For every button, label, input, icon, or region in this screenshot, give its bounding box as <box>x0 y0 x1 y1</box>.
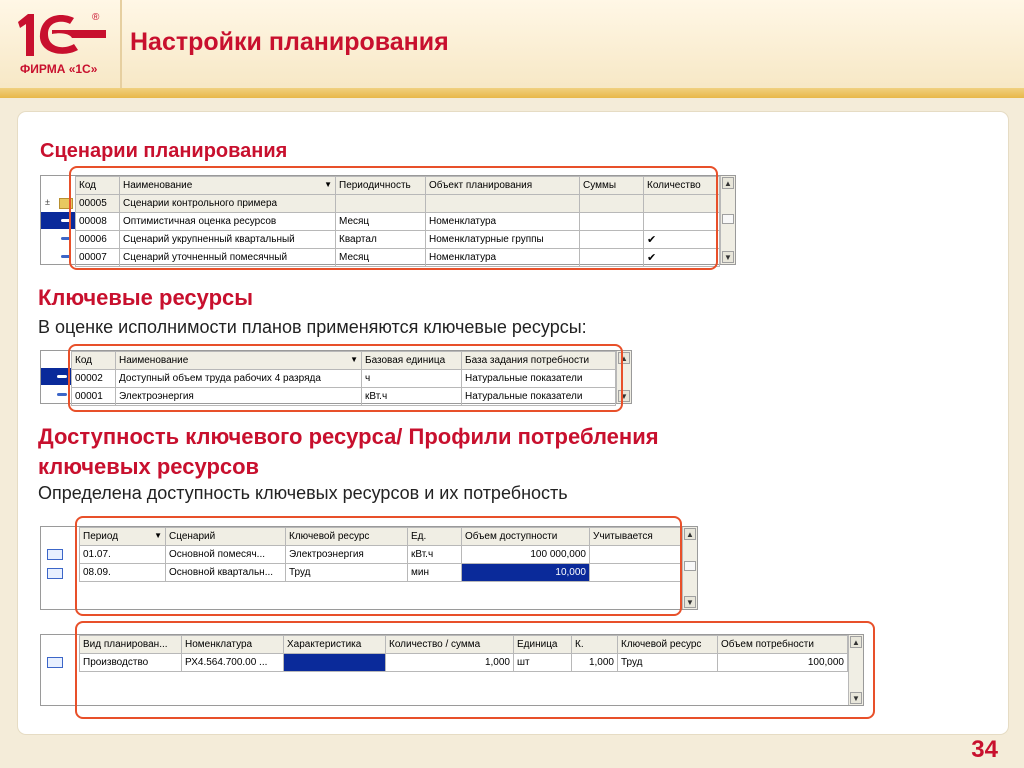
cell-volume-selected[interactable]: 10,000 <box>462 564 590 582</box>
row-marker-selected <box>41 212 75 229</box>
header-divider <box>0 88 1024 98</box>
column-header-code[interactable]: Код <box>72 352 116 370</box>
table-row[interactable] <box>76 231 720 249</box>
cell-sums[interactable] <box>580 249 644 267</box>
cell-code[interactable]: 00007 <box>76 249 120 267</box>
scroll-up-icon[interactable]: ▲ <box>722 177 734 189</box>
cell-unit[interactable]: кВт.ч <box>362 388 462 406</box>
cell-sums[interactable] <box>580 231 644 249</box>
cell-qty-checkmark[interactable]: ✔ <box>644 249 720 267</box>
item-icon <box>61 219 71 222</box>
cell-unit[interactable]: шт <box>514 654 572 672</box>
table-header-row <box>76 177 720 195</box>
cell-code[interactable]: 00005 <box>76 195 120 213</box>
scroll-thumb[interactable] <box>722 214 734 224</box>
key-resources-grid <box>40 350 632 404</box>
cell-object[interactable] <box>426 195 580 213</box>
cell-period[interactable]: Месяц <box>336 249 426 267</box>
page-title: Настройки планирования <box>130 28 449 56</box>
availability-grid <box>40 526 698 610</box>
record-icon <box>47 568 63 579</box>
record-icon <box>47 549 63 560</box>
column-header-name[interactable] <box>120 177 336 195</box>
section-heading-scenarios: Сценарии планирования <box>40 140 288 162</box>
table-row[interactable] <box>72 388 616 406</box>
cell-base[interactable]: Натуральные показатели <box>462 370 616 388</box>
table-row[interactable] <box>76 249 720 267</box>
cell-unit[interactable]: мин <box>408 564 462 582</box>
section-heading-key-resources: Ключевые ресурсы <box>38 285 254 310</box>
cell-qty-checkmark[interactable]: ✔ <box>644 231 720 249</box>
column-header-label: Наименование <box>123 180 193 191</box>
cell-code[interactable]: 00008 <box>76 213 120 231</box>
column-header-counted[interactable]: Учитывается <box>590 528 682 546</box>
column-header-need-volume[interactable]: Объем потребности <box>718 636 848 654</box>
column-header-characteristic[interactable]: Характеристика <box>284 636 386 654</box>
table-row[interactable] <box>76 195 720 213</box>
page-number: 34 <box>971 736 998 763</box>
cell-unit[interactable]: кВт.ч <box>408 546 462 564</box>
column-header-quantity-sum[interactable]: Количество / сумма <box>386 636 514 654</box>
column-header-unit[interactable]: Единица <box>514 636 572 654</box>
expand-arrow-icon[interactable]: ± <box>45 197 50 207</box>
scenarios-table <box>75 176 720 267</box>
cell-kind[interactable]: Производство <box>80 654 182 672</box>
column-header-label: Период <box>83 531 119 542</box>
vertical-scrollbar[interactable] <box>616 351 631 403</box>
cell-need[interactable]: 100,000 <box>718 654 848 672</box>
row-marker <box>41 653 75 670</box>
cell-resource[interactable]: Труд <box>618 654 718 672</box>
row-marker <box>41 386 71 403</box>
table-header-row <box>72 352 616 370</box>
row-marker-selected <box>41 368 71 385</box>
row-marker <box>41 545 75 562</box>
cell-period[interactable]: Квартал <box>336 231 426 249</box>
cell-period[interactable]: 08.09. <box>80 564 166 582</box>
table-row[interactable] <box>80 654 848 672</box>
item-icon <box>61 255 71 258</box>
vertical-scrollbar[interactable] <box>848 635 863 705</box>
vertical-scrollbar[interactable] <box>682 527 697 609</box>
scroll-down-icon[interactable]: ▼ <box>722 251 734 263</box>
table-header-row <box>80 528 682 546</box>
column-header-quantity[interactable]: Количество <box>644 177 720 195</box>
column-header-base-unit[interactable]: Базовая единица <box>362 352 462 370</box>
scroll-up-icon[interactable]: ▲ <box>850 636 862 648</box>
table-row[interactable] <box>80 546 682 564</box>
cell-object[interactable]: Номенклатура <box>426 213 580 231</box>
key-resources-text: В оценке исполнимости планов применяются ключевые ресурсы: <box>38 317 587 337</box>
scenarios-grid <box>40 175 736 265</box>
cell-code[interactable]: 00001 <box>72 388 116 406</box>
cell-k[interactable]: 1,000 <box>572 654 618 672</box>
cell-resource[interactable]: Электроэнергия <box>286 546 408 564</box>
column-header-scenario[interactable]: Сценарий <box>166 528 286 546</box>
logo-caption: ФИРМА «1С» <box>20 62 98 76</box>
column-header-need-base[interactable]: База задания потребности <box>462 352 616 370</box>
sort-down-icon: ▼ <box>350 355 358 364</box>
cell-qty[interactable] <box>644 213 720 231</box>
cell-name[interactable]: Доступный объем труда рабочих 4 разряда <box>116 370 362 388</box>
cell-period[interactable]: 01.07. <box>80 546 166 564</box>
column-header-label: Наименование <box>119 355 189 366</box>
column-header-volume[interactable]: Объем доступности <box>462 528 590 546</box>
logo-separator <box>120 0 122 88</box>
cell-name[interactable]: Оптимистичная оценка ресурсов <box>120 213 336 231</box>
column-header-planning-kind[interactable]: Вид планирован... <box>80 636 182 654</box>
item-icon <box>57 375 67 378</box>
cell-counted[interactable] <box>590 546 682 564</box>
cell-period[interactable]: Месяц <box>336 213 426 231</box>
row-marker <box>41 230 75 247</box>
consumption-grid <box>40 634 864 706</box>
cell-qty[interactable]: 1,000 <box>386 654 514 672</box>
row-marker <box>41 564 75 581</box>
section-heading-availability <box>38 422 659 482</box>
cell-base[interactable]: Натуральные показатели <box>462 388 616 406</box>
cell-code[interactable]: 00006 <box>76 231 120 249</box>
column-header-k[interactable]: К. <box>572 636 618 654</box>
cell-name[interactable]: Сценарий уточненный помесячный <box>120 249 336 267</box>
cell-object[interactable]: Номенклатура <box>426 249 580 267</box>
registered-mark: ® <box>92 12 100 23</box>
column-header-code[interactable]: Код <box>76 177 120 195</box>
availability-text: Определена доступность ключевых ресурсов и их потребность <box>38 483 568 503</box>
cell-counted[interactable] <box>590 564 682 582</box>
item-icon <box>61 237 71 240</box>
cell-scenario[interactable]: Основной квартальн... <box>166 564 286 582</box>
column-header-unit[interactable]: Ед. <box>408 528 462 546</box>
scroll-thumb[interactable] <box>684 561 696 571</box>
column-header-period[interactable] <box>80 528 166 546</box>
column-header-nomenclature[interactable]: Номенклатура <box>182 636 284 654</box>
scroll-down-icon[interactable]: ▼ <box>850 692 862 704</box>
column-header-name[interactable] <box>116 352 362 370</box>
cell-name[interactable]: Сценарии контрольного примера <box>120 195 336 213</box>
heading-line: Доступность ключевого ресурса/ Профили потребления <box>38 424 659 449</box>
column-header-object[interactable]: Объект планирования <box>426 177 580 195</box>
column-header-sums[interactable]: Суммы <box>580 177 644 195</box>
cell-sums[interactable] <box>580 195 644 213</box>
row-marker-folder <box>41 194 75 211</box>
item-icon <box>57 393 67 396</box>
cell-nomenclature[interactable]: РХ4.564.700.00 ... <box>182 654 284 672</box>
table-row[interactable] <box>72 370 616 388</box>
cell-name[interactable]: Сценарий укрупненный квартальный <box>120 231 336 249</box>
table-row[interactable] <box>80 564 682 582</box>
cell-qty[interactable] <box>644 195 720 213</box>
column-header-key-resource[interactable]: Ключевой ресурс <box>286 528 408 546</box>
vertical-scrollbar[interactable] <box>720 176 735 264</box>
column-header-key-resource[interactable]: Ключевой ресурс <box>618 636 718 654</box>
scroll-up-icon[interactable]: ▲ <box>618 352 630 364</box>
cell-characteristic-selected[interactable] <box>284 654 386 672</box>
cell-unit[interactable]: ч <box>362 370 462 388</box>
cell-code[interactable]: 00002 <box>72 370 116 388</box>
consumption-table <box>79 635 848 672</box>
cell-resource[interactable]: Труд <box>286 564 408 582</box>
scroll-up-icon[interactable]: ▲ <box>684 528 696 540</box>
cell-period[interactable] <box>336 195 426 213</box>
cell-name[interactable]: Электроэнергия <box>116 388 362 406</box>
record-icon <box>47 657 63 668</box>
cell-object[interactable]: Номенклатурные группы <box>426 231 580 249</box>
availability-table <box>79 527 682 582</box>
cell-sums[interactable] <box>580 213 644 231</box>
column-header-periodicity[interactable]: Периодичность <box>336 177 426 195</box>
folder-icon <box>59 198 73 209</box>
key-resources-table <box>71 351 616 406</box>
table-header-row <box>80 636 848 654</box>
scroll-down-icon[interactable]: ▼ <box>618 390 630 402</box>
sort-down-icon: ▼ <box>154 531 162 540</box>
table-row[interactable] <box>76 213 720 231</box>
scroll-down-icon[interactable]: ▼ <box>684 596 696 608</box>
row-marker <box>41 248 75 265</box>
cell-volume[interactable]: 100 000,000 <box>462 546 590 564</box>
heading-line: ключевых ресурсов <box>38 454 260 479</box>
sort-down-icon: ▼ <box>324 180 332 189</box>
cell-scenario[interactable]: Основной помесяч... <box>166 546 286 564</box>
